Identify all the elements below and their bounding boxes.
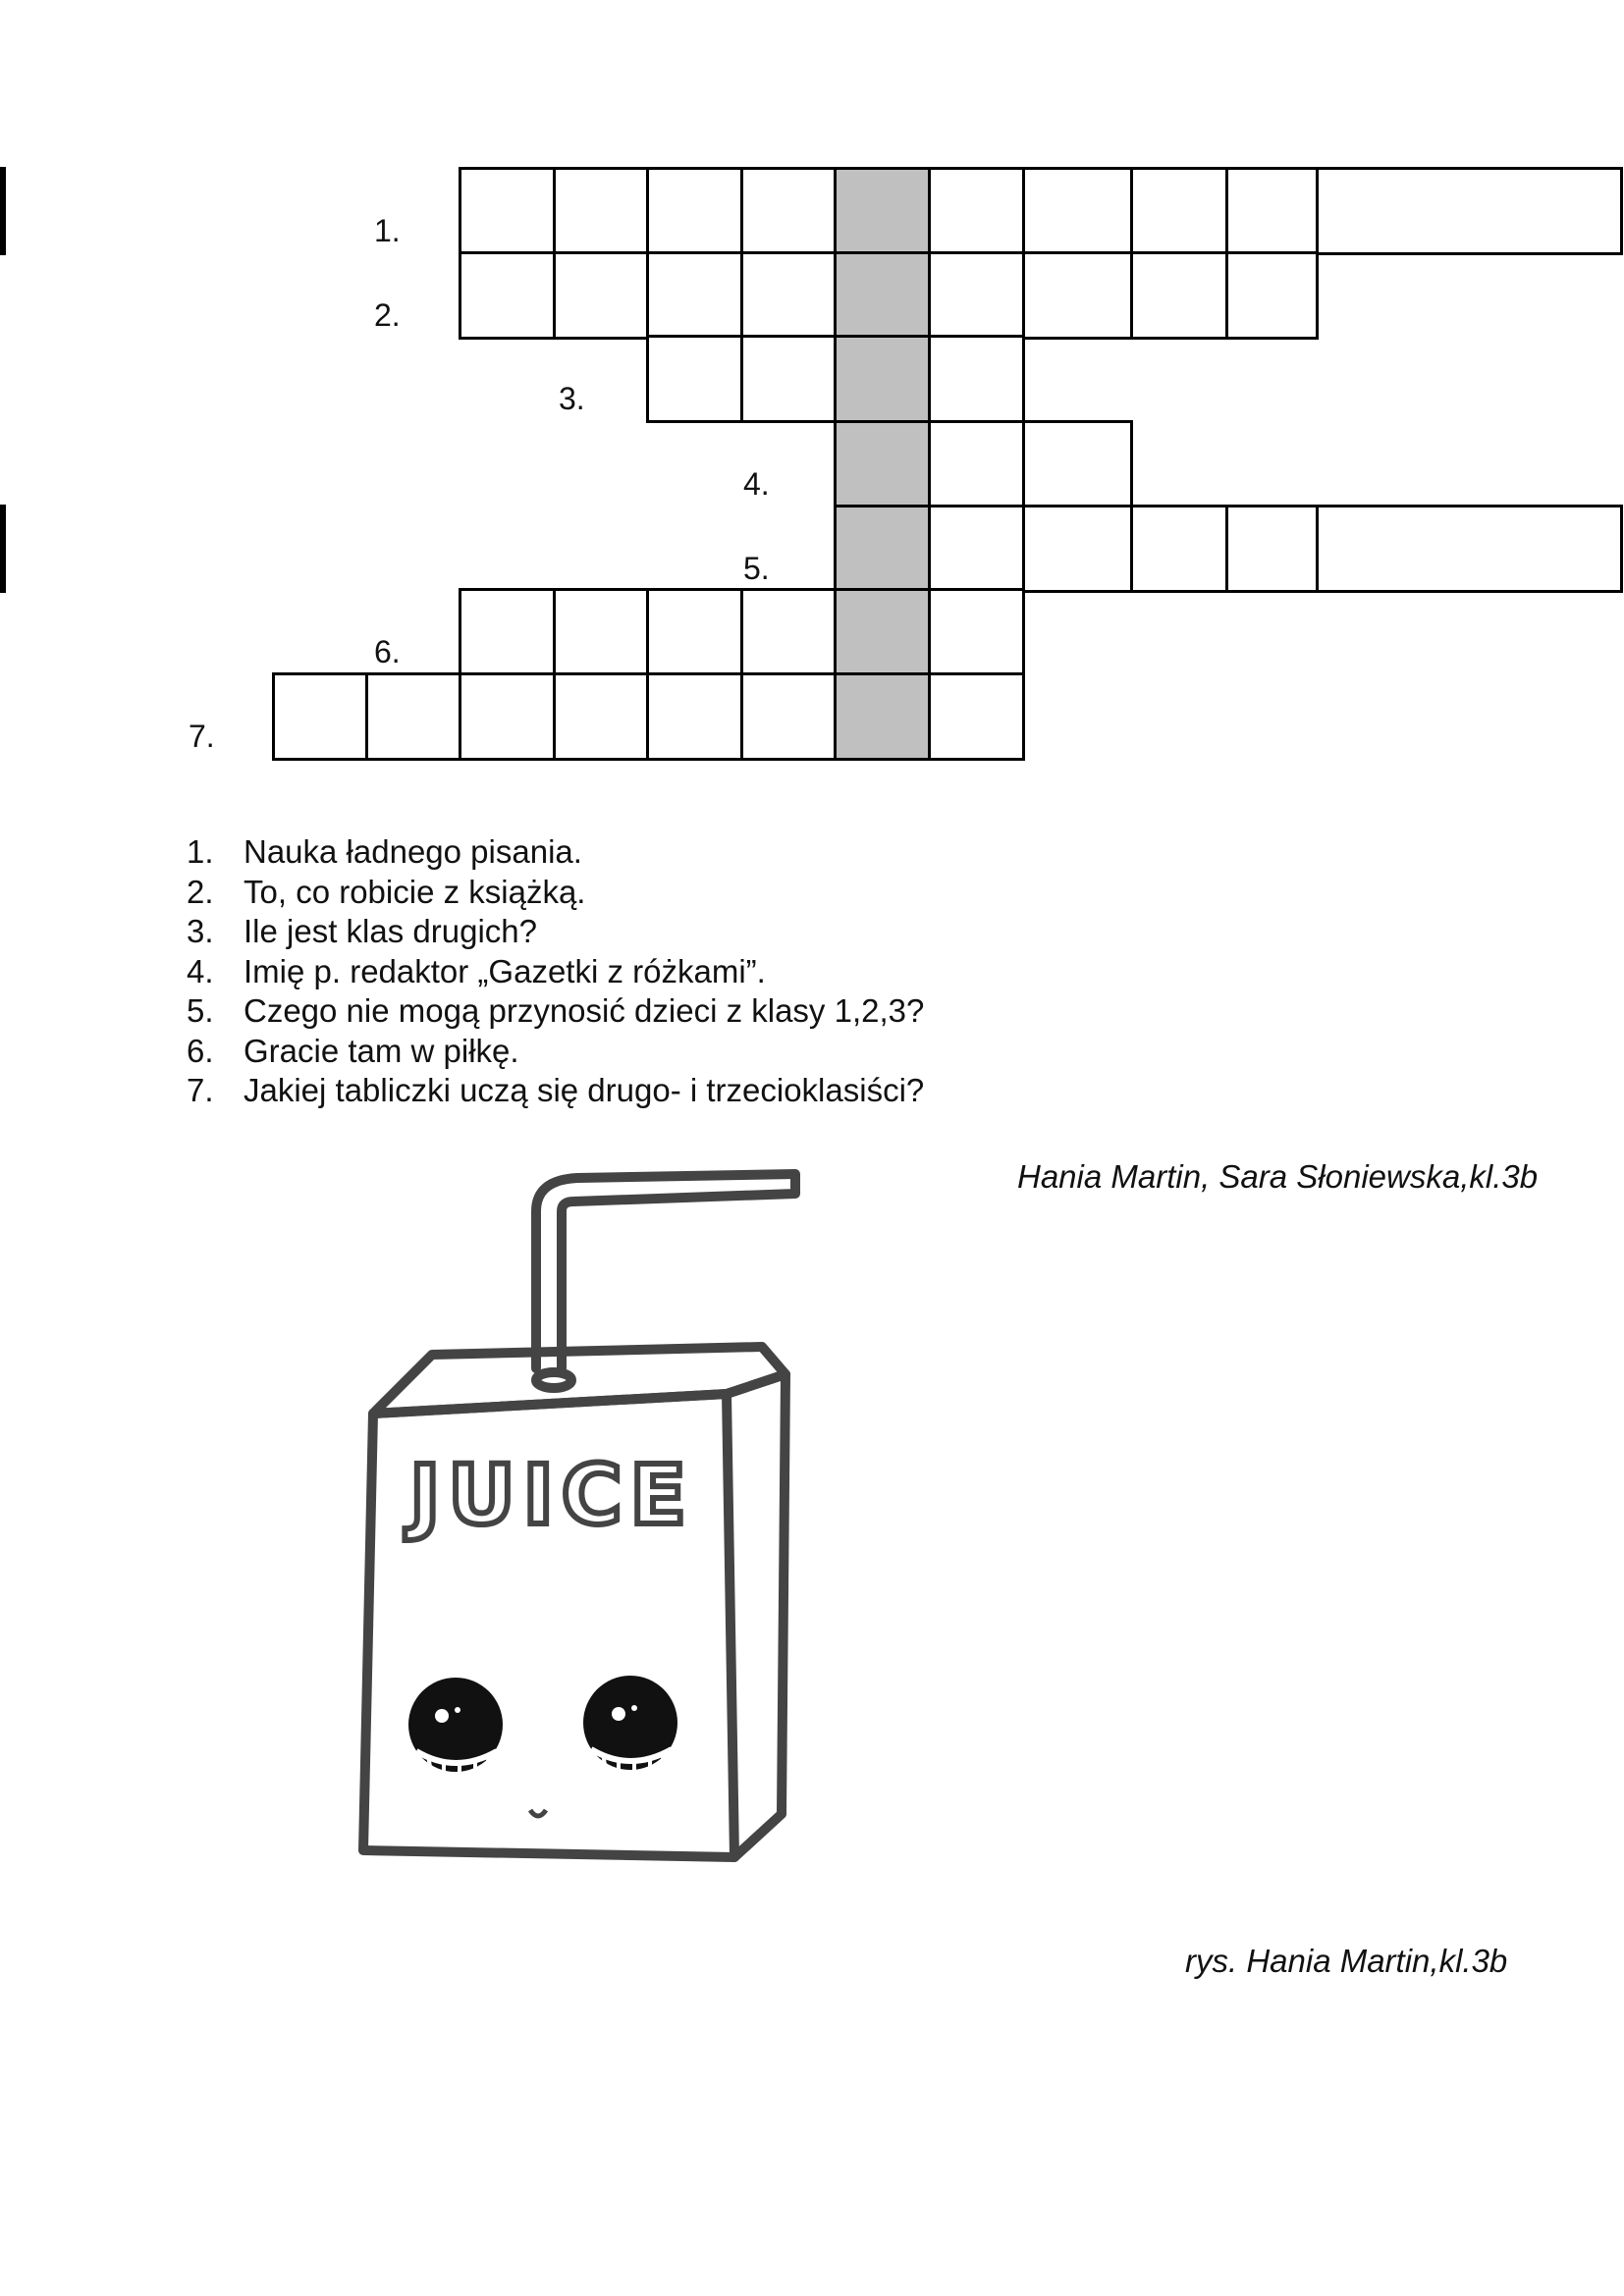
crossword-cell bbox=[0, 505, 6, 593]
crossword-cell bbox=[1022, 505, 1133, 593]
row-number: 5. bbox=[743, 551, 770, 586]
crossword-cell bbox=[459, 672, 556, 761]
crossword-cell bbox=[1225, 167, 1319, 255]
clue-number: 1. bbox=[187, 833, 214, 870]
crossword-cell bbox=[646, 251, 743, 340]
crossword-cell bbox=[553, 588, 649, 676]
row-number: 1. bbox=[374, 213, 401, 248]
crossword-cell bbox=[646, 167, 743, 255]
crossword-cell bbox=[1022, 167, 1133, 255]
clue-item bbox=[187, 952, 924, 992]
clue-item bbox=[187, 912, 924, 952]
crossword-cell bbox=[553, 251, 649, 340]
clue-number: 4. bbox=[187, 952, 214, 989]
row-number: 2. bbox=[374, 297, 401, 333]
row-number: 4. bbox=[743, 466, 770, 502]
clue-text: Czego nie mogą przynosić dzieci z klasy 1,2,3? bbox=[244, 992, 925, 1029]
crossword-cell bbox=[928, 335, 1025, 423]
clue-item bbox=[187, 1071, 924, 1111]
crossword-cell bbox=[834, 335, 931, 423]
crossword-cell bbox=[553, 167, 649, 255]
crossword-cell bbox=[928, 672, 1025, 761]
clue-number: 3. bbox=[187, 913, 214, 949]
crossword-cell bbox=[834, 505, 931, 593]
clue-number: 6. bbox=[187, 1032, 214, 1069]
left-eye bbox=[408, 1678, 503, 1775]
crossword-cell bbox=[928, 505, 1025, 593]
clue-number: 7. bbox=[187, 1072, 214, 1108]
clue-text: Ile jest klas drugich? bbox=[244, 913, 537, 949]
clue-number: 2. bbox=[187, 873, 214, 910]
juice-label: JUICE bbox=[409, 1447, 694, 1543]
crossword-cell bbox=[1316, 505, 1623, 593]
crossword-cell bbox=[646, 335, 743, 423]
row-number: 3. bbox=[559, 381, 585, 416]
crossword-cell bbox=[1130, 251, 1228, 340]
crossword-cell bbox=[0, 167, 6, 255]
crossword-cell bbox=[365, 672, 461, 761]
crossword-cell bbox=[928, 420, 1025, 508]
clue-list bbox=[187, 832, 924, 1111]
mouth bbox=[530, 1810, 546, 1816]
crossword-cell bbox=[459, 167, 556, 255]
crossword-cell bbox=[646, 672, 743, 761]
crossword-cell bbox=[740, 167, 837, 255]
illustration-credit: rys. Hania Martin,kl.3b bbox=[1185, 1943, 1508, 1979]
crossword-cell bbox=[834, 672, 931, 761]
crossword-cell bbox=[1316, 167, 1623, 255]
clue-item bbox=[187, 991, 924, 1032]
clue-item bbox=[187, 873, 924, 913]
crossword-cell bbox=[1225, 251, 1319, 340]
clue-text: Jakiej tabliczki uczą się drugo- i trzecioklasiści? bbox=[244, 1072, 925, 1108]
crossword-cell bbox=[1225, 505, 1319, 593]
straw bbox=[536, 1174, 795, 1368]
clue-number: 5. bbox=[187, 992, 214, 1029]
clue-item bbox=[187, 1032, 924, 1072]
clue-text: To, co robicie z książką. bbox=[244, 873, 586, 910]
crossword-cell bbox=[740, 672, 837, 761]
crossword-cell bbox=[1130, 505, 1228, 593]
juice-box-drawing bbox=[334, 1158, 805, 1904]
straw-hole bbox=[536, 1372, 571, 1388]
clue-text: Gracie tam w piłkę. bbox=[244, 1032, 519, 1069]
clue-item bbox=[187, 832, 924, 873]
crossword-cell bbox=[459, 588, 556, 676]
row-number: 7. bbox=[189, 719, 215, 754]
crossword-cell bbox=[928, 251, 1025, 340]
crossword-cell bbox=[646, 588, 743, 676]
authors-credit: Hania Martin, Sara Słoniewska,kl.3b bbox=[1017, 1158, 1539, 1195]
crossword-cell bbox=[740, 335, 837, 423]
row-number: 6. bbox=[374, 634, 401, 669]
crossword-cell bbox=[459, 251, 556, 340]
crossword-cell bbox=[834, 167, 931, 255]
clue-text: Imię p. redaktor „Gazetki z różkami”. bbox=[244, 952, 766, 989]
crossword-cell bbox=[553, 672, 649, 761]
crossword-cell bbox=[834, 588, 931, 676]
crossword-cell bbox=[928, 588, 1025, 676]
crossword-cell bbox=[272, 672, 368, 761]
crossword-cell bbox=[1130, 167, 1228, 255]
clue-text: Nauka ładnego pisania. bbox=[244, 833, 582, 870]
crossword-cell bbox=[1022, 420, 1133, 508]
right-eye bbox=[583, 1676, 677, 1773]
crossword-cell bbox=[834, 420, 931, 508]
crossword-cell bbox=[1022, 251, 1133, 340]
crossword-cell bbox=[740, 588, 837, 676]
crossword-cell bbox=[834, 251, 931, 340]
crossword-cell bbox=[928, 167, 1025, 255]
crossword-cell bbox=[740, 251, 837, 340]
